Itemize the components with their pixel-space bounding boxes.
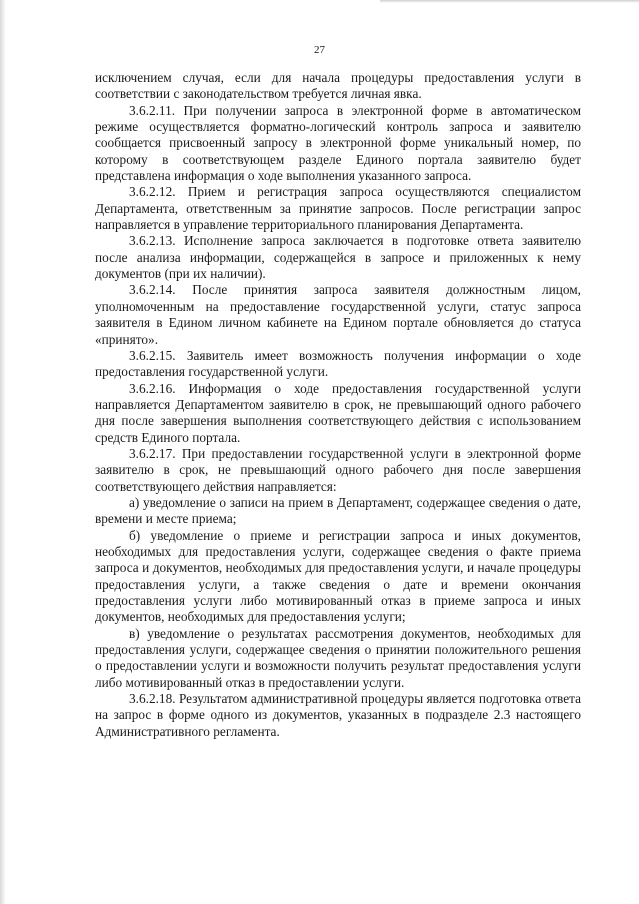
paragraph: 3.6.2.17. При предоставлении государственной услуги в электронной форме заявителю в срок, не превышающий одного рабочего дня после завершения соответствующего действия направляется: (95, 445, 581, 494)
paragraph: в) уведомление о результатах рассмотрения документов, необходимых для предоставления услуги, содержащее сведения о принятии положительного решения о предоставлении услуги и возможности получить результат предоставления услуги либо мотивированный отказ в предоставлении услуги. (95, 625, 581, 690)
paragraph: 3.6.2.12. Прием и регистрация запроса осуществляются специалистом Департамента, ответственным за принятие запросов. После регистрации запрос направляется в управление территориального планирования Департамента. (95, 184, 581, 233)
paragraph: 3.6.2.13. Исполнение запроса заключается в подготовке ответа заявителю после анализа информации, содержащейся в запросе и приложенных к нему документов (при их наличии). (95, 233, 581, 282)
paragraph: 3.6.2.11. При получении запроса в электронной форме в автоматическом режиме осуществляется форматно-логический контроль запроса и заявителю сообщается присвоенный запросу в электронной форме уникальный номер, по которому в соответствующем разделе Единого портала заявителю будет представлена информация о ходе выполнения указанного запроса. (95, 102, 581, 184)
paragraph: 3.6.2.15. Заявитель имеет возможность получения информации о ходе предоставления государственной услуги. (95, 347, 581, 380)
paragraph: исключением случая, если для начала процедуры предоставления услуги в соответствии с законодательством требуется личная явка. (95, 70, 581, 102)
paragraph: 3.6.2.18. Результатом административной процедуры является подготовка ответа на запрос в форме одного из документов, указанных в подразделе 2.3 настоящего Административного регламента. (95, 691, 581, 739)
paragraph: а) уведомление о записи на прием в Департамент, содержащее сведения о дате, времени и месте приема; (95, 494, 581, 527)
paragraph: б) уведомление о приеме и регистрации запроса и иных документов, необходимых для предоставления услуги, содержащее сведения о факте приема запроса и документов, необходимых для предоставления услуги, и начале процедуры предоставления услуги, а также сведения о дате и времени окончания предоставления услуги либо мотивированный отказ в приеме запроса и иных документов, необходимых для предоставления услуги; (95, 527, 581, 625)
paragraph: 3.6.2.14. После принятия запроса заявителя должностным лицом, уполномоченным на предоставление государственной услуги, статус запроса заявителя в Едином личном кабинете на Едином портале обновляется до статуса «принято». (95, 282, 581, 347)
scan-top-edge (380, 0, 639, 3)
paragraph: 3.6.2.16. Информация о ходе предоставления государственной услуги направляется Департаментом заявителю в срок, не превышающий одного рабочего дня после завершения выполнения соответствующего действия с использованием средств Единого портала. (95, 380, 581, 445)
page-number: 27 (314, 44, 325, 56)
document-body (95, 70, 581, 740)
scan-left-edge (0, 0, 6, 904)
